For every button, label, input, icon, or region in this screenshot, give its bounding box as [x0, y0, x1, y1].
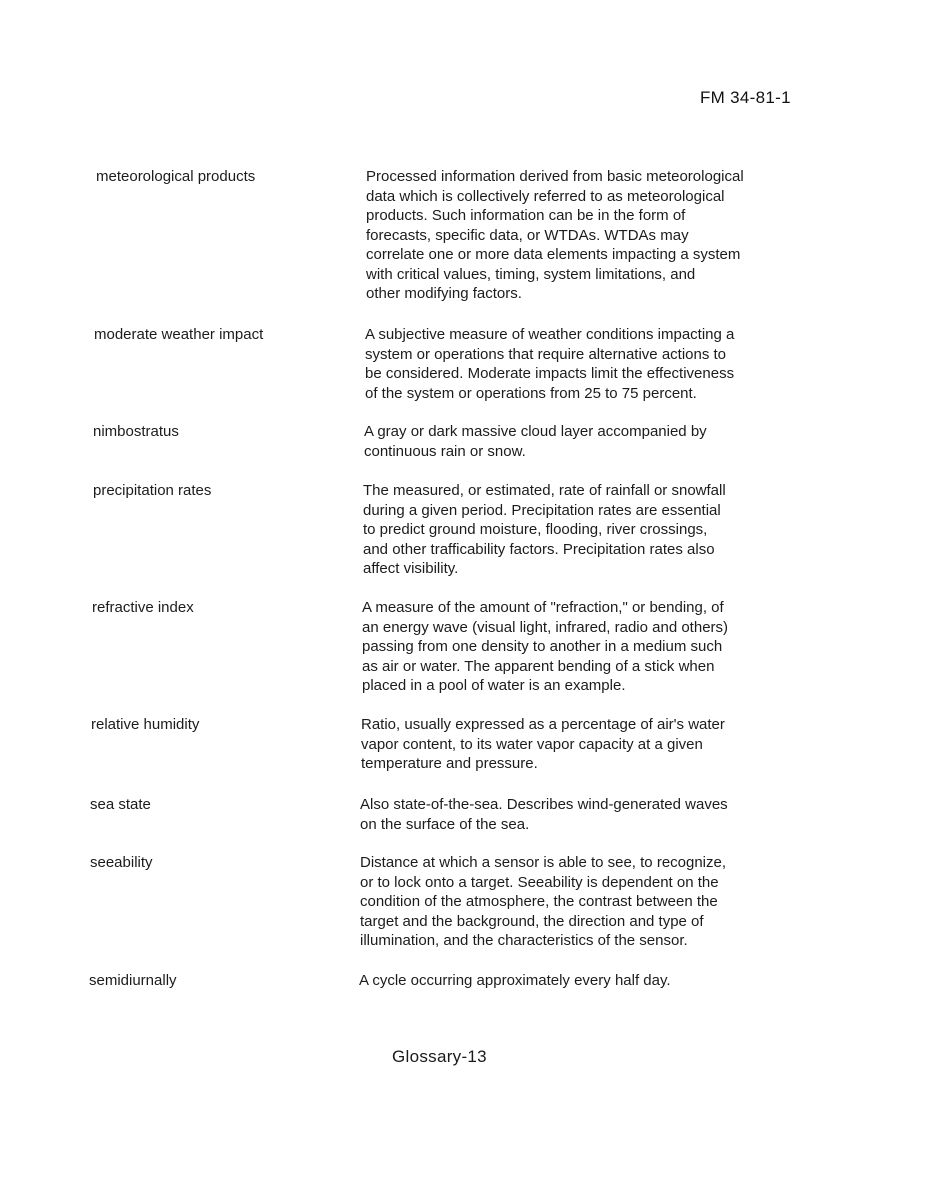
glossary-definition: A cycle occurring approximately every half day. — [359, 972, 671, 989]
page-number: Glossary-13 — [392, 1047, 487, 1066]
glossary-term: seeability — [90, 854, 153, 871]
glossary-definition: Processed information derived from basic meteorological data which is collectively referred to as meteorological products. Such information can be in the form of forecasts, specific data, or WTDAs. WTDAs may correlate one or more data elements impacting a system with critical values, timing, system limitations, and other modifying factors. — [366, 168, 744, 302]
glossary-definition: Distance at which a sensor is able to see, to recognize, or to lock onto a target. Seeability is dependent on the condition of the atmosphere, the contrast between the target and the background, the direction and type of illumination, and the characteristics of the sensor. — [360, 854, 727, 949]
glossary-term: refractive index — [92, 599, 194, 616]
glossary-term: precipitation rates — [93, 482, 212, 499]
glossary-definition: The measured, or estimated, rate of rainfall or snowfall during a given period. Precipitation rates are essential to predict ground moisture, flooding, river crossings, and other trafficability factors. Precipitation rates also affect visibility. — [363, 482, 726, 577]
glossary-definition: A measure of the amount of "refraction," or bending, of an energy wave (visual light, infrared, radio and others) passing from one density to another in a medium such as air or water. The apparent bending of a stick when placed in a pool of water is an example. — [362, 599, 729, 694]
glossary-definition: Also state-of-the-sea. Describes wind-generated waves on the surface of the sea. — [360, 796, 728, 833]
glossary-term: moderate weather impact — [94, 326, 264, 343]
glossary-definition: A subjective measure of weather conditions impacting a system or operations that require alternative actions to be considered. Moderate impacts limit the effectiveness of the system or operations from 25 to 75 percent. — [365, 326, 735, 402]
glossary-term: meteorological products — [96, 168, 256, 185]
document-id: FM 34-81-1 — [700, 88, 791, 107]
glossary-definition: A gray or dark massive cloud layer accompanied by continuous rain or snow. — [364, 423, 707, 460]
glossary-definition: Ratio, usually expressed as a percentage of air's water vapor content, to its water vapor capacity at a given temperature and pressure. — [361, 716, 725, 772]
glossary-term: nimbostratus — [93, 423, 179, 440]
glossary-term: sea state — [90, 796, 151, 813]
glossary-term: relative humidity — [91, 716, 200, 733]
glossary-term: semidiurnally — [89, 972, 177, 989]
